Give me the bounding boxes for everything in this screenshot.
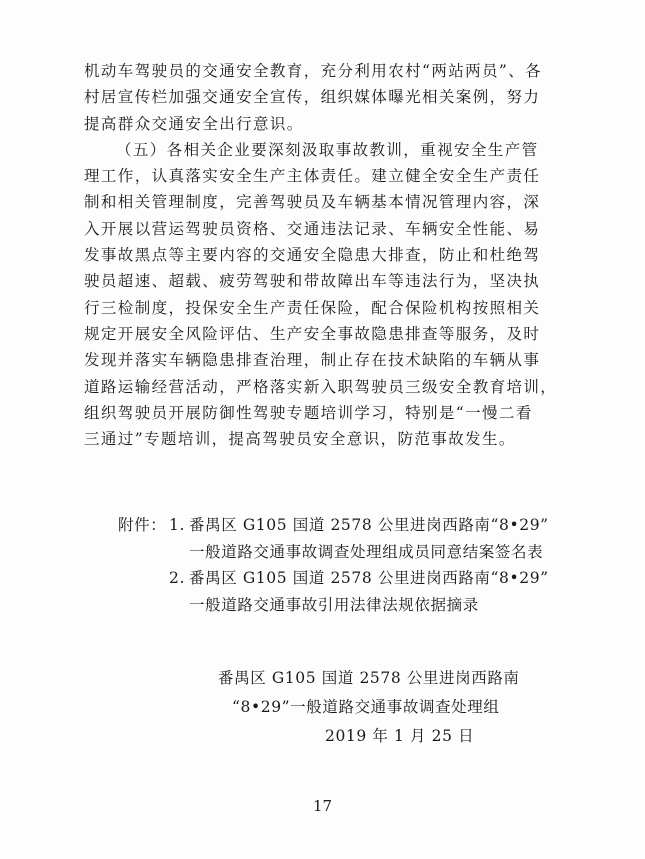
attachment-title: 番禺区 G105 国道 2578 公里进岗西路南“8•29” — [189, 569, 549, 587]
body-line: 村居宣传栏加强交通安全宣传，组织媒体曝光相关案例，努力 — [84, 88, 541, 107]
attachments-list — [118, 512, 578, 618]
body-line: 提高群众交通安全出行意识。 — [84, 114, 304, 133]
attachment-item — [118, 565, 578, 592]
body-line: 机动车驾驶员的交通安全教育，充分利用农村“两站两员”、各 — [84, 62, 543, 80]
body-line: 驶员超速、超载、疲劳驾驶和带故障出车等违法行为，坚决执 — [84, 272, 541, 291]
body-line: 规定开展安全风险评估、生产安全事故隐患排查等服务，及时 — [84, 324, 541, 343]
page-number: 17 — [312, 797, 333, 815]
body-line: （五）各相关企业要深刻汲取事故教训，重视安全生产管 — [116, 140, 539, 159]
body-line: 道路运输经营活动，严格落实新入职驾驶员三级安全教育培训， — [84, 377, 558, 396]
attachment-number: 2. — [169, 569, 185, 587]
signature-org-line: 番禺区 G105 国道 2578 公里进岗西路南 — [218, 669, 520, 687]
body-line: 入开展以营运驾驶员资格、交通违法记录、车辆安全性能、易 — [84, 219, 541, 238]
body-line: 三通过”专题培训，提高驾驶员安全意识，防范事故发生。 — [84, 430, 516, 449]
signature-block — [218, 664, 558, 751]
body-line: 发现并落实车辆隐患排查治理，制止存在技术缺陷的车辆从事 — [84, 351, 541, 370]
attachment-title-continued: 一般道路交通事故调查处理组成员同意结案签名表 — [189, 542, 544, 561]
signature-org-line: “8•29”一般道路交通事故调查处理组 — [232, 698, 500, 716]
attachment-title: 番禺区 G105 国道 2578 公里进岗西路南“8•29” — [189, 516, 549, 534]
attachments-heading: 附件： — [118, 516, 167, 534]
attachment-item — [118, 512, 578, 539]
attachment-number: 1. — [169, 516, 185, 534]
body-line: 组织驾驶员开展防御性驾驶专题培训学习，特别是“一慢二看 — [84, 403, 533, 422]
body-line: 发事故黑点等主要内容的交通安全隐患大排查，防止和杜绝驾 — [84, 246, 541, 265]
attachment-title-continued: 一般道路交通事故引用法律法规依据摘录 — [189, 595, 479, 614]
signature-date: 2019 年 1 月 25 日 — [325, 727, 475, 745]
body-line: 制和相关管理制度，完善驾驶员及车辆基本情况管理内容，深 — [84, 193, 541, 212]
body-line: 理工作，认真落实安全生产主体责任。建立健全安全生产责任 — [84, 167, 541, 186]
body-text — [84, 58, 562, 452]
body-line: 行三检制度，投保安全生产责任保险，配合保险机构按照相关 — [84, 298, 541, 317]
